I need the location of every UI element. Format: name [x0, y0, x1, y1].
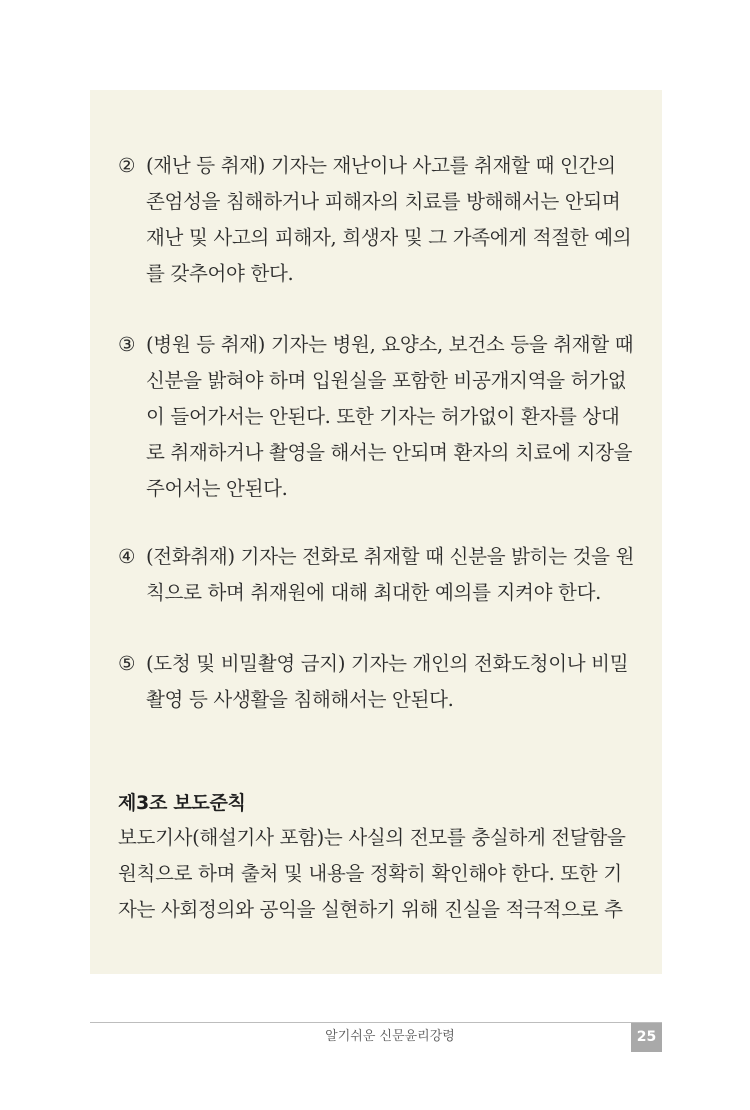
clause-line: 칙으로 하며 취재원에 대해 최대한 예의를 지켜야 한다. — [146, 581, 602, 604]
footer-divider — [90, 1022, 662, 1023]
section-title: 제3조 보도준칙 — [118, 792, 246, 814]
footer-book-title: 알기쉬운 신문윤리강령 — [325, 1029, 455, 1044]
clause-line: 이 들어가서는 안된다. 또한 기자는 허가없이 환자를 상대 — [146, 405, 620, 428]
clause-line: ③ (병원 등 취재) 기자는 병원, 요양소, 보건소 등을 취재할 때 — [118, 327, 638, 363]
clause-item-4 — [118, 539, 638, 611]
section-body — [118, 820, 638, 928]
clause-number: ⑤ — [118, 652, 136, 675]
clause-line: 신분을 밝혀야 하며 입원실을 포함한 비공개지역을 허가없 — [146, 369, 627, 392]
clause-item-5 — [118, 646, 638, 718]
clause-item-2 — [118, 148, 638, 292]
clause-line: ② (재난 등 취재) 기자는 재난이나 사고를 취재할 때 인간의 — [118, 148, 638, 184]
clause-line: 촬영 등 사생활을 침해해서는 안된다. — [146, 688, 454, 711]
clause-line: ④ (전화취재) 기자는 전화로 취재할 때 신분을 밝히는 것을 원 — [118, 539, 638, 575]
clause-line: 재난 및 사고의 피해자, 희생자 및 그 가족에게 적절한 예의 — [146, 226, 632, 249]
clause-line: ⑤ (도청 및 비밀촬영 금지) 기자는 개인의 전화도청이나 비밀 — [118, 646, 638, 682]
clause-number: ② — [118, 154, 136, 177]
section-line: 보도기사(해설기사 포함)는 사실의 전모를 충실하게 전달함을 — [118, 826, 626, 849]
section-line: 자는 사회정의와 공익을 실현하기 위해 진실을 적극적으로 추 — [118, 898, 623, 921]
page-number: 25 — [631, 1023, 662, 1052]
clause-number: ③ — [118, 333, 136, 356]
clause-line: 를 갖추어야 한다. — [146, 262, 294, 285]
clause-line: 로 취재하거나 촬영을 해서는 안되며 환자의 치료에 지장을 — [146, 441, 633, 464]
clause-line: 존엄성을 침해하거나 피해자의 치료를 방해해서는 안되며 — [146, 190, 621, 213]
clause-item-3 — [118, 327, 638, 507]
clause-number: ④ — [118, 545, 136, 568]
section-line: 원칙으로 하며 출처 및 내용을 정확히 확인해야 한다. 또한 기 — [118, 862, 622, 885]
clause-line: 주어서는 안된다. — [146, 477, 288, 500]
